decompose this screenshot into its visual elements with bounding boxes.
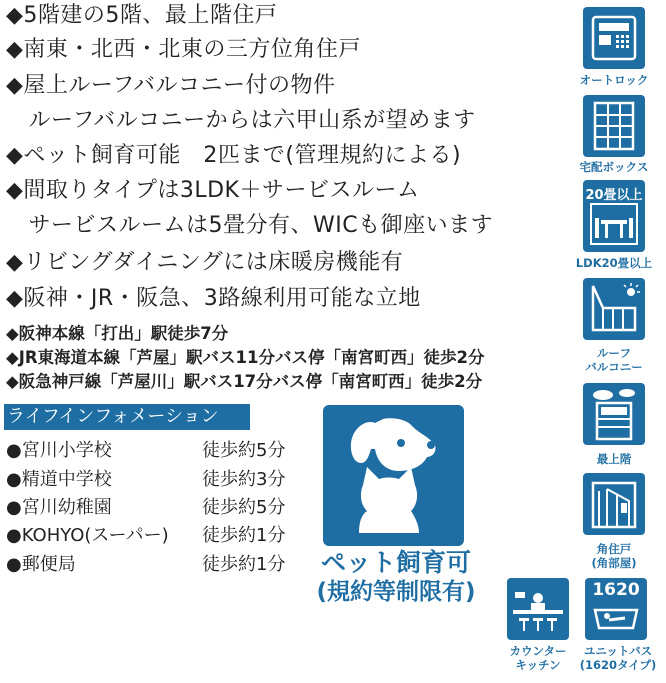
facility-name: ●精道中学校 [6,469,112,490]
pet-icon [323,405,464,546]
counter-kitchen-icon [507,578,569,640]
unit-bath-icon [585,578,647,640]
walk-time: 徒歩約1分 [202,554,286,575]
facility-name: ●KOHYO(スーパー) [6,525,169,546]
ldk-icon [583,180,645,252]
walk-time: 徒歩約3分 [202,469,286,490]
corner-unit-caption-line1: 角住戸 [596,542,632,556]
life-info-row [6,469,285,491]
unit-bath-caption [574,644,662,672]
roof-balcony-caption-line2: バルコニー [585,360,643,374]
pet-subtitle: (規約等制限有) [316,579,476,605]
autolock-caption: オートロック [579,73,649,87]
walk-time: 徒歩約1分 [202,525,286,546]
unit-bath-caption-line2: (1620タイプ) [579,658,657,672]
roof-balcony-caption-line1: ルーフ [597,346,631,360]
counter-kitchen-caption-line1: カウンター [509,644,567,658]
roof-balcony-icon [583,278,645,340]
feature-line: ◆ペット飼育可能 2匹まで(管理規約による) [6,143,462,168]
feature-line: ルーフバルコニーからは六甲山系が望めます [6,108,476,133]
feature-line: ◆間取りタイプは3LDK＋サービスルーム [6,178,420,203]
walk-time: 徒歩約5分 [202,440,286,461]
walk-time: 徒歩約5分 [202,497,286,518]
feature-line: ◆5階建の5階、最上階住戸 [6,3,278,28]
autolock-icon [583,7,645,69]
delivery-box-icon [583,95,645,157]
facility-name: ●宮川小学校 [6,440,112,461]
access-line: ◆阪急神戸線「芦屋川」駅バス17分バス停「南宮町西」徒歩2分 [6,372,483,391]
life-info-row [6,497,285,519]
unit-bath-caption-line1: ユニットバス [583,644,653,658]
feature-line: ◆屋上ルーフバルコニー付の物件 [6,73,336,98]
counter-kitchen-caption-line2: キッチン [515,658,561,672]
corner-unit-caption [570,542,658,570]
access-line: ◆阪神本線「打出」駅徒歩7分 [6,324,229,343]
facility-name: ●郵便局 [6,554,76,575]
access-line: ◆JR東海道本線「芦屋」駅バス11分バス停「南宮町西」徒歩2分 [6,348,485,367]
top-floor-caption: 最上階 [596,452,632,466]
corner-unit-icon [583,473,645,535]
life-info-row [6,554,285,576]
feature-line: ◆阪神・JR・阪急、3路線利用可能な立地 [6,286,421,311]
ldk-badge: 20畳以上 [585,188,643,203]
life-info-header: ライフインフォメーション [4,404,250,430]
feature-line: サービスルームは5畳分有、WICも御座います [6,213,494,238]
life-info-row [6,525,285,547]
feature-line: ◆リビングダイニングには床暖房機能有 [6,250,404,275]
life-info-row [6,440,285,462]
bath-badge: 1620 [592,580,640,600]
ldk-caption: LDK20畳以上 [575,256,653,270]
pet-title: ペット飼育可 [320,548,471,577]
roof-balcony-caption [570,346,658,374]
top-floor-icon [583,383,645,445]
delivery-box-caption: 宅配ボックス [579,160,649,174]
corner-unit-caption-line2: (角部屋) [591,556,637,570]
feature-line: ◆南東・北西・北東の三方位角住戸 [6,37,361,62]
facility-name: ●宮川幼稚園 [6,497,112,518]
counter-kitchen-caption [494,644,582,672]
